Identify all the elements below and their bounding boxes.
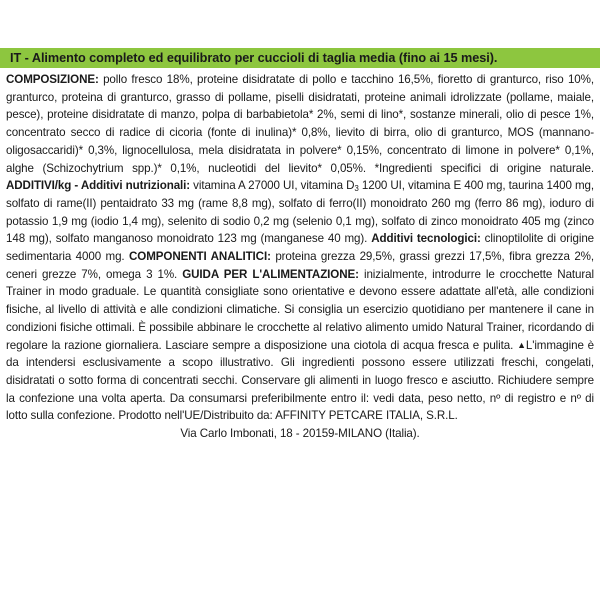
composition-heading: COMPOSIZIONE: [6,73,99,86]
warning-triangle-icon: ▲ [517,339,526,350]
tech-additives-text: clinoptilolite di origine sedimentaria 4000 mg. [6,232,595,264]
label-header [0,48,600,68]
analytical-heading: COMPONENTI ANALITICI: [129,250,271,264]
analytical-text: proteina grezza 29,5%, grassi grezzi 17,5%, fibra grezza 2%, ceneri grezze 7%, omega 3 1%. [6,250,594,281]
header-title: IT - Alimento completo ed equilibrato per cuccioli di taglia media (fino ai 15 mesi). [10,51,498,65]
additives-text-continued: 1200 UI, vitamina E 400 mg, taurina 1400 mg, solfato di rame(II) pentaidrato 33 mg (rame 8,8 mg), solfato di ferro(II) monoidrato 260 mg (ferro 86 mg), ioduro di potassio 1,9 mg (iodio 1,4 mg), selenito di sodio 0,2 mg (selenio 0,1 mg), solfato di zinco monoidrato 405 mg (zinco 148 mg), solfato manganoso monoidrato 123 mg (manganese 40 mg). [6,179,595,246]
composition-text: pollo fresco 18%, proteine disidratate di pollo e tacchino 16,5%, fioretto di granturco, riso 10%, granturco, proteina di granturco, grasso di pollame, piselli disidratati, proteine animali idrolizzate (pollame, maiale, pesce), proteine disidratate di manzo, polpa di barbabietola* 2%, semi di lino*, sostanze minerali, olio di pesce 1%, concentrato secco di radice di cicoria (fonte di inulina)* 0,8%, lievito di birra, olio di granturco, MOS (mannano-oligosaccaridi)* 0,3%, lignocellulosa, mela disidratata in polvere* 0,15%, concentrato di limone in polvere* 0,1%, alghe (Schizochytrium spp.)* 0,1%, nucleotidi del lievito* 0,05%. *Ingredienti specifici di origine naturale. [6,73,594,175]
additives-heading: ADDITIVI/kg - Additivi nutrizionali: [6,179,191,193]
feeding-heading: GUIDA PER L'ALIMENTAZIONE: [182,267,359,281]
feeding-text: inizialmente, introdurre le crocchette Natural Trainer in modo graduale. Le quantità consigliate sono orientative e devono essere adattate all'età, alle condizioni fisiche, al livello di attività e alle condizioni climatiche. Si consiglia un esercizio quotidiano per mantenere il cane in condizioni fisiche ottimali. È possibile abbinare le crocchette al relativo alimento umido Natural Trainer, ricordando di regolare la razione giornaliera. Lasciare sempre a disposizione una ciotola di acqua fresca e pulita. [6,267,594,352]
tech-additives-heading: Additivi tecnologici: [371,232,481,246]
product-label [0,48,600,443]
vitamin-d-subscript: 3 [354,184,359,194]
distributor-address: Via Carlo Imbonati, 18 - 20159-MILANO (Italia). [180,427,420,441]
label-body [0,68,600,425]
additives-text: vitamina A 27000 UI, vitamina D [190,179,355,193]
warning-text: L'immagine è da intendersi esclusivamente a scopo illustrativo. Gli ingredienti possono essere utilizzati freschi, congelati, disidratati o sotto forma di concentrati secchi. Conservare gli alimenti in luogo fresco e asciutto. Richiudere sempre la confezione una volta aperta. Da consumarsi preferibilmente entro il: vedi data, peso netto, nº di registro e nº di lotto sulla confezione. Prodotto nell'UE/Distribuito da: AFFINITY PETCARE ITALIA, S.R.L. [6,338,594,423]
